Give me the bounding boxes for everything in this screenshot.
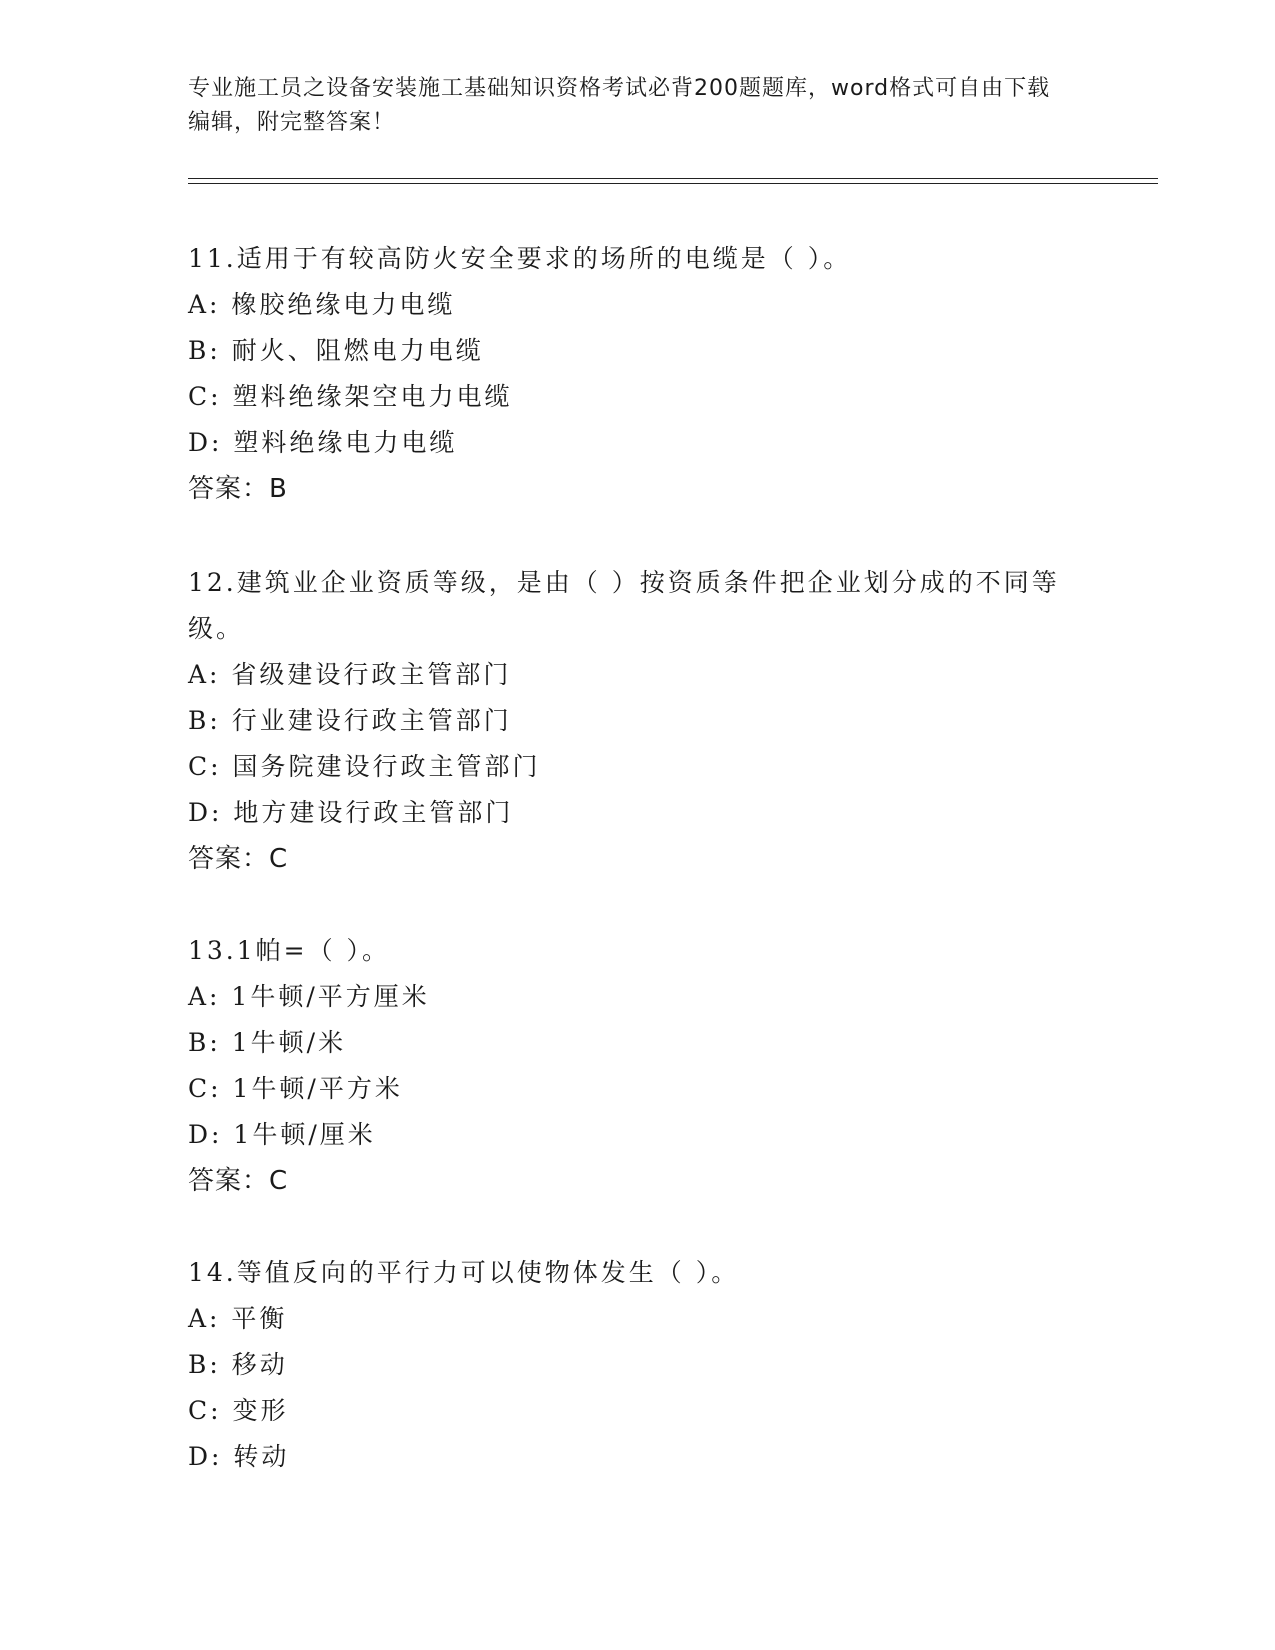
question-stem: 14.等值反向的平行力可以使物体发生（ ）。 (188, 1258, 740, 1287)
option-d: D: 塑料绝缘电力电缆 (188, 428, 458, 457)
option-b: B: 移动 (188, 1350, 288, 1379)
option-c: C: 变形 (188, 1396, 289, 1425)
question-stem: 13.1帕=（ ）。 (188, 936, 391, 965)
option-c: C: 国务院建设行政主管部门 (188, 752, 541, 781)
question-14 (188, 1250, 1088, 1480)
option-c: C: 塑料绝缘架空电力电缆 (188, 382, 513, 411)
option-d: D: 转动 (188, 1442, 290, 1471)
option-b: B: 耐火、阻燃电力电缆 (188, 336, 484, 365)
option-d: D: 1牛顿/厘米 (188, 1120, 376, 1149)
option-d: D: 地方建设行政主管部门 (188, 798, 514, 827)
question-12 (188, 560, 1088, 882)
header-divider-top (188, 178, 1158, 179)
answer: 答案：C (188, 844, 289, 874)
option-a: A: 橡胶绝缘电力电缆 (188, 290, 456, 319)
answer: 答案：B (188, 474, 288, 504)
option-c: C: 1牛顿/平方米 (188, 1074, 403, 1103)
option-a: A: 平衡 (188, 1304, 288, 1333)
option-a: A: 1牛顿/平方厘米 (188, 982, 430, 1011)
document-header: 专业施工员之设备安装施工基础知识资格考试必背200题题库，word格式可自由下载编辑，附完整答案！ (188, 76, 1051, 135)
question-11 (188, 236, 1088, 512)
option-b: B: 行业建设行政主管部门 (188, 706, 512, 735)
question-stem: 11.适用于有较高防火安全要求的场所的电缆是（ ）。 (188, 244, 852, 273)
question-13 (188, 928, 1088, 1204)
question-stem: 12.建筑业企业资质等级，是由（ ）按资质条件把企业划分成的不同等级。 (188, 568, 1060, 643)
header-divider-bottom (188, 183, 1158, 184)
option-a: A: 省级建设行政主管部门 (188, 660, 512, 689)
answer: 答案：C (188, 1166, 289, 1196)
option-b: B: 1牛顿/米 (188, 1028, 347, 1057)
